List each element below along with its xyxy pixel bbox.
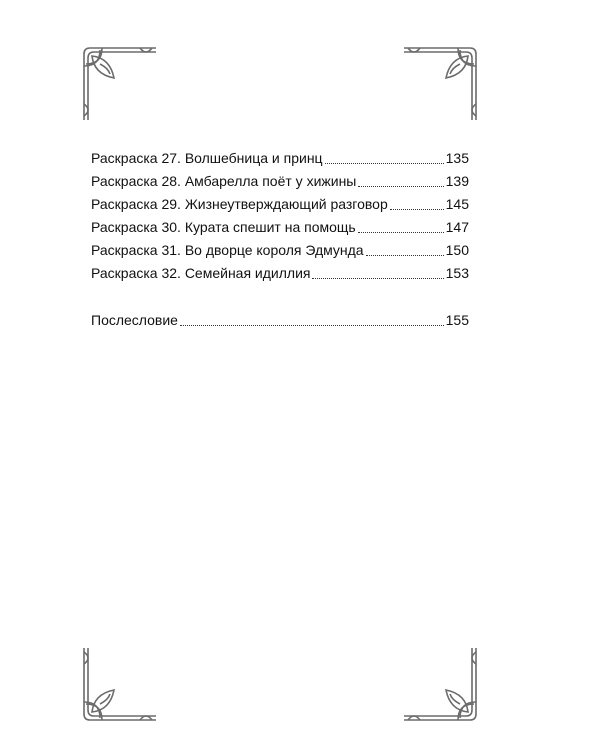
toc-entry: [91, 216, 469, 239]
corner-ornament-bottom-left: [80, 644, 160, 724]
toc-entry-title: Послесловие: [91, 312, 178, 328]
toc-entry-title: Раскраска 29. Жизнеутверждающий разговор: [91, 196, 388, 212]
toc-entry: [91, 147, 469, 170]
toc-entry-page: 150: [445, 242, 469, 258]
toc-entry-title: Раскраска 32. Семейная идиллия: [91, 265, 311, 281]
toc-leader-dots: [312, 278, 443, 279]
toc-entry-page: 153: [445, 265, 469, 281]
toc-entry-title: Раскраска 31. Во дворце короля Эдмунда: [91, 242, 364, 258]
toc-leader-dots: [390, 209, 444, 210]
celtic-knot-corner-icon: [80, 44, 160, 124]
toc-entry-page: 155: [445, 312, 469, 328]
toc-entry-afterword: [91, 309, 469, 332]
toc-leader-dots: [358, 232, 444, 233]
toc-leader-dots: [358, 186, 443, 187]
corner-ornament-bottom-right: [400, 644, 480, 724]
toc-entry-page: 147: [445, 219, 469, 235]
toc-entry-page: 135: [445, 150, 469, 166]
table-of-contents: [91, 147, 469, 332]
toc-entry: [91, 193, 469, 216]
toc-entry-page: 139: [445, 173, 469, 189]
toc-entry-page: 145: [445, 196, 469, 212]
toc-entry-title: Раскраска 27. Волшебница и принц: [91, 150, 323, 166]
celtic-knot-corner-icon: [400, 644, 480, 724]
celtic-knot-corner-icon: [80, 644, 160, 724]
corner-ornament-top-left: [80, 44, 160, 124]
toc-leader-dots: [180, 325, 444, 326]
toc-entry: [91, 239, 469, 262]
toc-entry: [91, 262, 469, 285]
toc-spacer: [91, 285, 469, 309]
corner-ornament-top-right: [400, 44, 480, 124]
toc-leader-dots: [325, 163, 444, 164]
toc-entry-title: Раскраска 28. Амбарелла поёт у хижины: [91, 173, 357, 189]
toc-entry-title: Раскраска 30. Курата спешит на помощь: [91, 219, 356, 235]
toc-entry: [91, 170, 469, 193]
toc-leader-dots: [366, 255, 444, 256]
celtic-knot-corner-icon: [400, 44, 480, 124]
